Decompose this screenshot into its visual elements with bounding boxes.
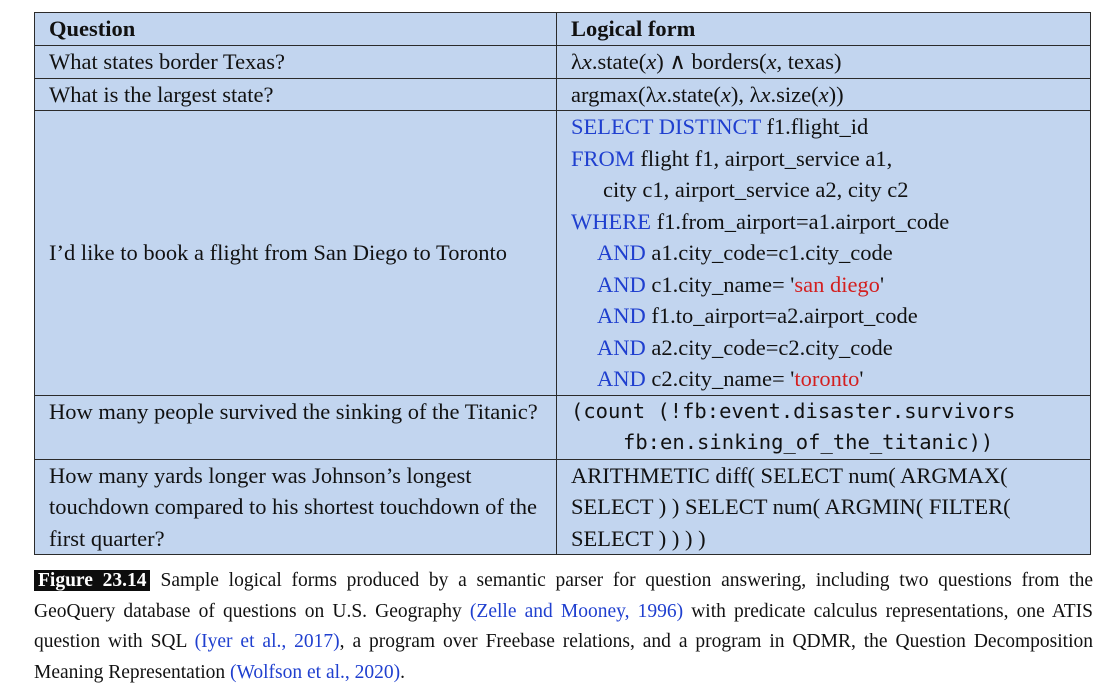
lf-text: argmax(: [571, 81, 646, 107]
figure-caption: [34, 566, 1093, 688]
sql-text: c1.city_name= ': [645, 271, 795, 297]
sql-keyword: AND: [597, 271, 646, 297]
sql-line: [571, 237, 1090, 269]
sql-keyword: FROM: [571, 145, 635, 171]
lf-text: .state(: [591, 49, 647, 74]
sql-line: [571, 111, 1090, 143]
logical-form-cell: [557, 78, 1091, 111]
header-question: Question: [35, 13, 557, 46]
figure-label: Figure 23.14: [34, 570, 150, 591]
citation-link[interactable]: (Zelle and Mooney, 1996): [469, 600, 684, 622]
table-row: [35, 111, 1091, 396]
question-cell: I’d like to book a flight from San Diego to Toronto: [35, 111, 557, 396]
question-cell: What states border Texas?: [35, 46, 557, 79]
header-row: [35, 13, 1091, 46]
sql-text: a2.city_code=c2.city_code: [645, 334, 893, 360]
table-row: [35, 78, 1091, 111]
sql-cell: [557, 111, 1091, 396]
sql-line: [571, 363, 1090, 395]
sql-line: city c1, airport_service a2, city c2: [603, 177, 909, 202]
var-x: x: [766, 49, 777, 74]
sql-keyword: AND: [597, 240, 646, 265]
lf-text: .state(: [666, 81, 721, 107]
sql-line: [571, 300, 1090, 332]
lambda-symbol: λ: [645, 81, 657, 107]
question-cell: How many yards longer was Johnson’s longest touchdown compared to his shortest touchdown of the first quarter?: [35, 459, 557, 555]
caption-text: with predicate calculus representations, one ATIS question with SQL: [34, 600, 1093, 652]
table-row: [35, 459, 1091, 555]
sql-text: f1.from_airport=a1.airport_code: [650, 208, 950, 234]
sql-keyword: WHERE: [571, 208, 651, 234]
var-x: x: [760, 81, 771, 107]
lf-text: ),: [730, 81, 750, 107]
table-row: [35, 395, 1091, 459]
sql-keyword: AND: [597, 334, 646, 360]
sql-text: ': [879, 271, 884, 297]
qdmr-cell: ARITHMETIC diff( SELECT num( ARGMAX( SELECT ) ) SELECT num( ARGMIN( FILTER( SELECT ) ) ) ): [557, 459, 1091, 555]
freebase-line: fb:en.sinking_of_the_titanic)): [623, 430, 994, 454]
sql-text: c2.city_name= ': [645, 366, 795, 391]
var-x: x: [720, 81, 731, 107]
caption-text: .: [400, 661, 406, 683]
sql-text: f1.to_airport=a2.airport_code: [645, 303, 918, 328]
lf-text: , texas): [776, 49, 842, 74]
header-logical-form: Logical form: [557, 13, 1091, 46]
var-x: x: [646, 49, 657, 74]
sql-string: toronto: [794, 366, 860, 391]
sql-keyword: AND: [597, 366, 646, 391]
sql-keyword: SELECT DISTINCT: [571, 114, 761, 139]
sql-string: san diego: [794, 271, 880, 297]
var-x: x: [581, 49, 592, 74]
logical-forms-table-frame: [34, 12, 1091, 555]
question-cell: What is the largest state?: [35, 78, 557, 111]
logical-forms-table: [34, 12, 1091, 555]
var-x: x: [818, 81, 829, 107]
lf-text: )): [828, 81, 844, 107]
sql-line: [571, 206, 1090, 238]
freebase-line: (count (!fb:event.disaster.survivors: [571, 398, 1016, 423]
caption-text: , a program over Freebase relations, and a program in QDMR, the Question Decomposition Meaning Representation: [34, 631, 1093, 683]
caption-text: Sample logical forms produced by a semantic parser for question answering, including two questions from the GeoQuery database of questions on U.S. Geography: [34, 570, 1093, 622]
sql-text: a1.city_code=c1.city_code: [645, 240, 893, 265]
sql-keyword: AND: [597, 303, 646, 328]
sql-line: [571, 269, 1090, 301]
citation-link[interactable]: (Iyer et al., 2017): [194, 631, 340, 652]
lambda-symbol: λ: [749, 81, 761, 107]
lf-text: ) ∧ borders(: [656, 49, 767, 74]
sql-text: ': [859, 366, 864, 391]
table-row: [35, 46, 1091, 79]
var-x: x: [656, 81, 667, 107]
sql-line: [571, 332, 1090, 364]
freebase-cell: [557, 395, 1091, 459]
sql-text: flight f1, airport_service a1,: [634, 145, 893, 171]
question-cell: How many people survived the sinking of the Titanic?: [35, 395, 557, 459]
logical-form-cell: [557, 46, 1091, 79]
lf-text: .size(: [770, 81, 819, 107]
lambda-symbol: λ: [571, 49, 582, 74]
sql-text: f1.flight_id: [760, 114, 869, 139]
sql-line: [571, 143, 1090, 175]
citation-link[interactable]: (Wolfson et al., 2020): [230, 661, 401, 683]
